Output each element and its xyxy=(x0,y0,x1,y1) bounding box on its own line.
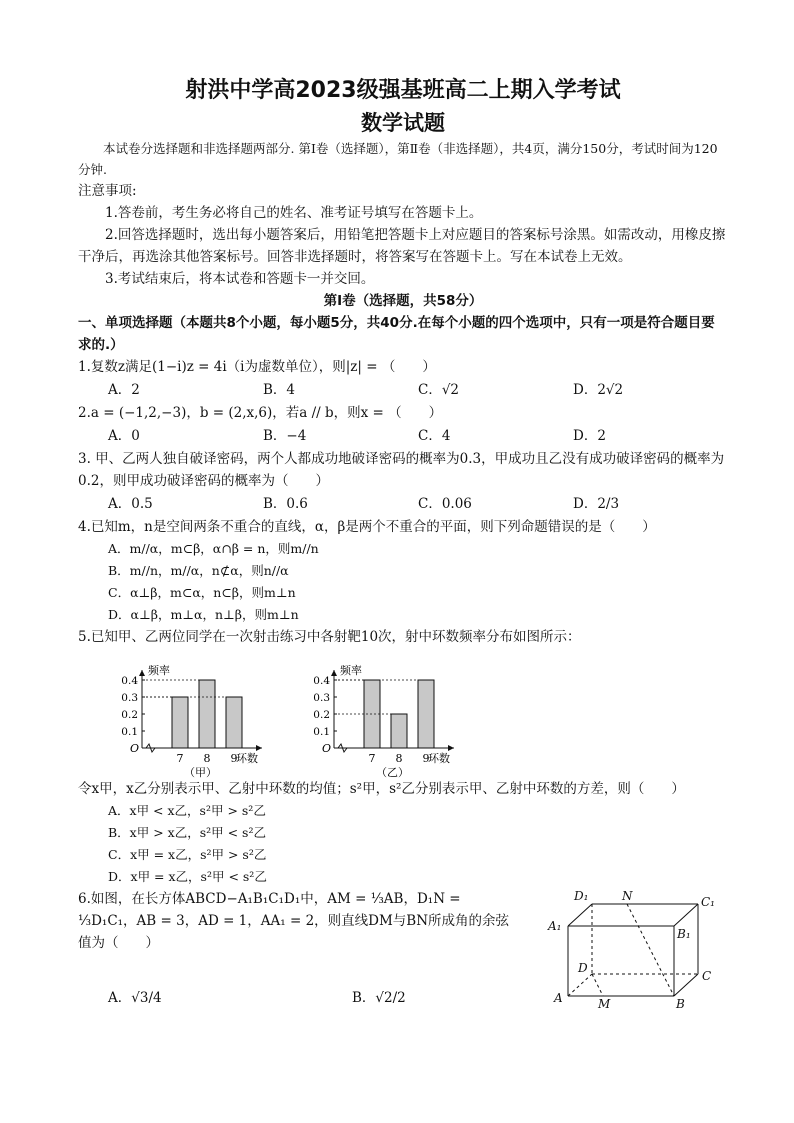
frequency-charts xyxy=(112,650,728,778)
question-2-stem: 2.a = (−1,2,−3)，b = (2,x,6)，若a // b，则x = （ ） xyxy=(78,405,443,421)
origin-label: O xyxy=(322,742,332,755)
question-4-stem: 4.已知m，n是空间两条不重合的直线，α，β是两个不重合的平面，则下列命题错误的是（ ） xyxy=(78,519,656,535)
x-axis-label: 环数 xyxy=(236,752,258,765)
option-c: C．0.06 xyxy=(418,496,472,512)
option-a: A．0 xyxy=(108,428,140,444)
y-tick-label: 0.1 xyxy=(313,726,330,738)
note-item: 3.考试结束后，将本试卷和答题卡一并交回。 xyxy=(105,271,375,287)
question-1-stem: 1.复数z满足(1−i)z = 4i（i为虚数单位），则|z| = （ ） xyxy=(78,359,436,375)
notes-heading: 注意事项: xyxy=(78,183,137,199)
option-a: A．0.5 xyxy=(108,496,153,512)
label-n: N xyxy=(622,889,633,903)
cuboid-figure xyxy=(544,888,724,1008)
intro-text: 本试卷分选择题和非选择题两部分. 第Ⅰ卷（选择题），第Ⅱ卷（非选择题），共4页，满分150分，考试时间为120分钟. xyxy=(78,141,718,177)
y-tick-label: 0.1 xyxy=(121,726,138,738)
exam-title: 射洪中学高2023级强基班高二上期入学考试 xyxy=(185,78,621,103)
note-item: 2.回答选择题时，选出每小题答案后，用铅笔把答题卡上对应题目的答案标号涂黑。如需改动，用橡皮擦干净后，再选涂其他答案标号。回答非选择题时，将答案写在答题卡上。写在本试卷上无效。 xyxy=(78,227,726,265)
option-c: C．√2 xyxy=(418,382,460,398)
y-axis-arrow xyxy=(331,670,337,676)
bar xyxy=(226,697,242,748)
frequency-chart-yi xyxy=(304,650,474,778)
chart-caption: （乙） xyxy=(376,766,409,778)
bar xyxy=(391,714,407,748)
question-5-stem: 5.已知甲、乙两位同学在一次射击练习中各射靶10次，射中环数频率分布如图所示： xyxy=(78,629,581,645)
edge-b1-c1 xyxy=(674,904,698,926)
option-b: B．4 xyxy=(263,382,296,398)
y-axis-label: 频率 xyxy=(340,664,362,677)
segment-d-m xyxy=(592,974,603,996)
exam-page xyxy=(78,76,728,1010)
bar xyxy=(172,697,188,748)
y-tick-label: 0.4 xyxy=(121,675,138,687)
question-2-options xyxy=(78,424,728,448)
x-axis-arrow xyxy=(448,745,454,751)
question-4-options xyxy=(78,538,728,626)
part1-title: 第Ⅰ卷（选择题，共58分） xyxy=(323,293,483,309)
question-5-options xyxy=(78,800,728,888)
question-5-after: 令x甲，x乙分别表示甲、乙射中环数的均值；s²甲，s²乙分别表示甲、乙射中环数的方差，则（ ） xyxy=(78,781,685,797)
x-axis-arrow xyxy=(256,745,262,751)
section1-title: 一、单项选择题（本题共8个小题，每小题5分，共40分.在每个小题的四个选项中，只有一项是符合题目要求的.） xyxy=(78,315,715,353)
question-6-stem: 6.如图，在长方体ABCD−A₁B₁C₁D₁中，AM = ⅓AB，D₁N = ⅓D₁C₁，AB = 3，AD = 1，AA₁ = 2，则直线DM与BN所成角的余弦值为（ ） xyxy=(78,891,510,951)
option-b: B．0.6 xyxy=(263,496,308,512)
label-b1: B₁ xyxy=(677,927,691,941)
category-label: 7 xyxy=(368,752,376,765)
option-d: D．2√2 xyxy=(573,382,624,398)
label-a1: A₁ xyxy=(548,919,562,933)
segment-n-b xyxy=(627,904,674,996)
option-b: B．m//n，m//α，n⊄α，则n//α xyxy=(108,563,289,578)
option-c: C．4 xyxy=(418,428,451,444)
y-tick-label: 0.2 xyxy=(313,709,330,721)
exam-subtitle: 数学试题 xyxy=(361,111,445,135)
frequency-chart-jia xyxy=(112,650,282,778)
y-tick-label: 0.2 xyxy=(121,709,138,721)
category-label: 9 xyxy=(422,752,430,765)
option-b: B．√2/2 xyxy=(352,990,406,1006)
label-c: C xyxy=(702,969,712,983)
y-tick-label: 0.3 xyxy=(121,692,138,704)
question-3-stem: 3. 甲、乙两人独自破译密码，两个人都成功地破译密码的概率为0.3，甲成功且乙没有成功破译密码的概率为0.2，则甲成功破译密码的概率为（ ） xyxy=(78,451,725,489)
option-a: A．√3/4 xyxy=(108,990,162,1006)
label-d1: D₁ xyxy=(574,889,589,903)
chart-caption: （甲） xyxy=(184,766,217,778)
y-axis-label: 频率 xyxy=(148,664,170,677)
bar xyxy=(418,680,434,748)
category-label: 8 xyxy=(395,752,403,765)
label-m: M xyxy=(598,997,611,1008)
y-tick-label: 0.3 xyxy=(313,692,330,704)
option-d: D．2 xyxy=(573,428,606,444)
label-a: A xyxy=(554,991,563,1005)
option-c: C．α⊥β，m⊂α，n⊂β，则m⊥n xyxy=(108,585,296,600)
option-d: D．x甲 = x乙，s²甲 < s²乙 xyxy=(108,869,267,884)
option-d: D．2/3 xyxy=(573,496,620,512)
option-d: D．α⊥β，m⊥α，n⊥β，则m⊥n xyxy=(108,607,299,622)
option-a: A．x甲 < x乙，s²甲 > s²乙 xyxy=(108,803,266,818)
edge-a-d xyxy=(568,974,592,996)
category-label: 8 xyxy=(203,752,211,765)
question-6 xyxy=(78,888,728,1010)
category-label: 7 xyxy=(176,752,184,765)
option-b: B．−4 xyxy=(263,428,307,444)
edge-a1-d1 xyxy=(568,904,592,926)
origin-label: O xyxy=(130,742,140,755)
question-3-options xyxy=(78,492,728,516)
label-c1: C₁ xyxy=(701,895,715,909)
note-item: 1.答卷前，考生务必将自己的姓名、准考证号填写在答题卡上。 xyxy=(105,205,483,221)
y-axis-arrow xyxy=(139,670,145,676)
option-a: A．2 xyxy=(108,382,140,398)
option-b: B．x甲 > x乙，s²甲 < s²乙 xyxy=(108,825,266,840)
edge-b-c xyxy=(674,974,698,996)
bar xyxy=(199,680,215,748)
y-tick-label: 0.4 xyxy=(313,675,330,687)
label-d: D xyxy=(578,961,588,975)
option-c: C．x甲 = x乙，s²甲 > s²乙 xyxy=(108,847,267,862)
label-b: B xyxy=(676,997,685,1008)
option-a: A．m//α，m⊂β，α∩β = n，则m//n xyxy=(108,541,319,556)
question-1-options xyxy=(78,378,728,402)
category-label: 9 xyxy=(230,752,238,765)
x-axis-label: 环数 xyxy=(428,752,450,765)
